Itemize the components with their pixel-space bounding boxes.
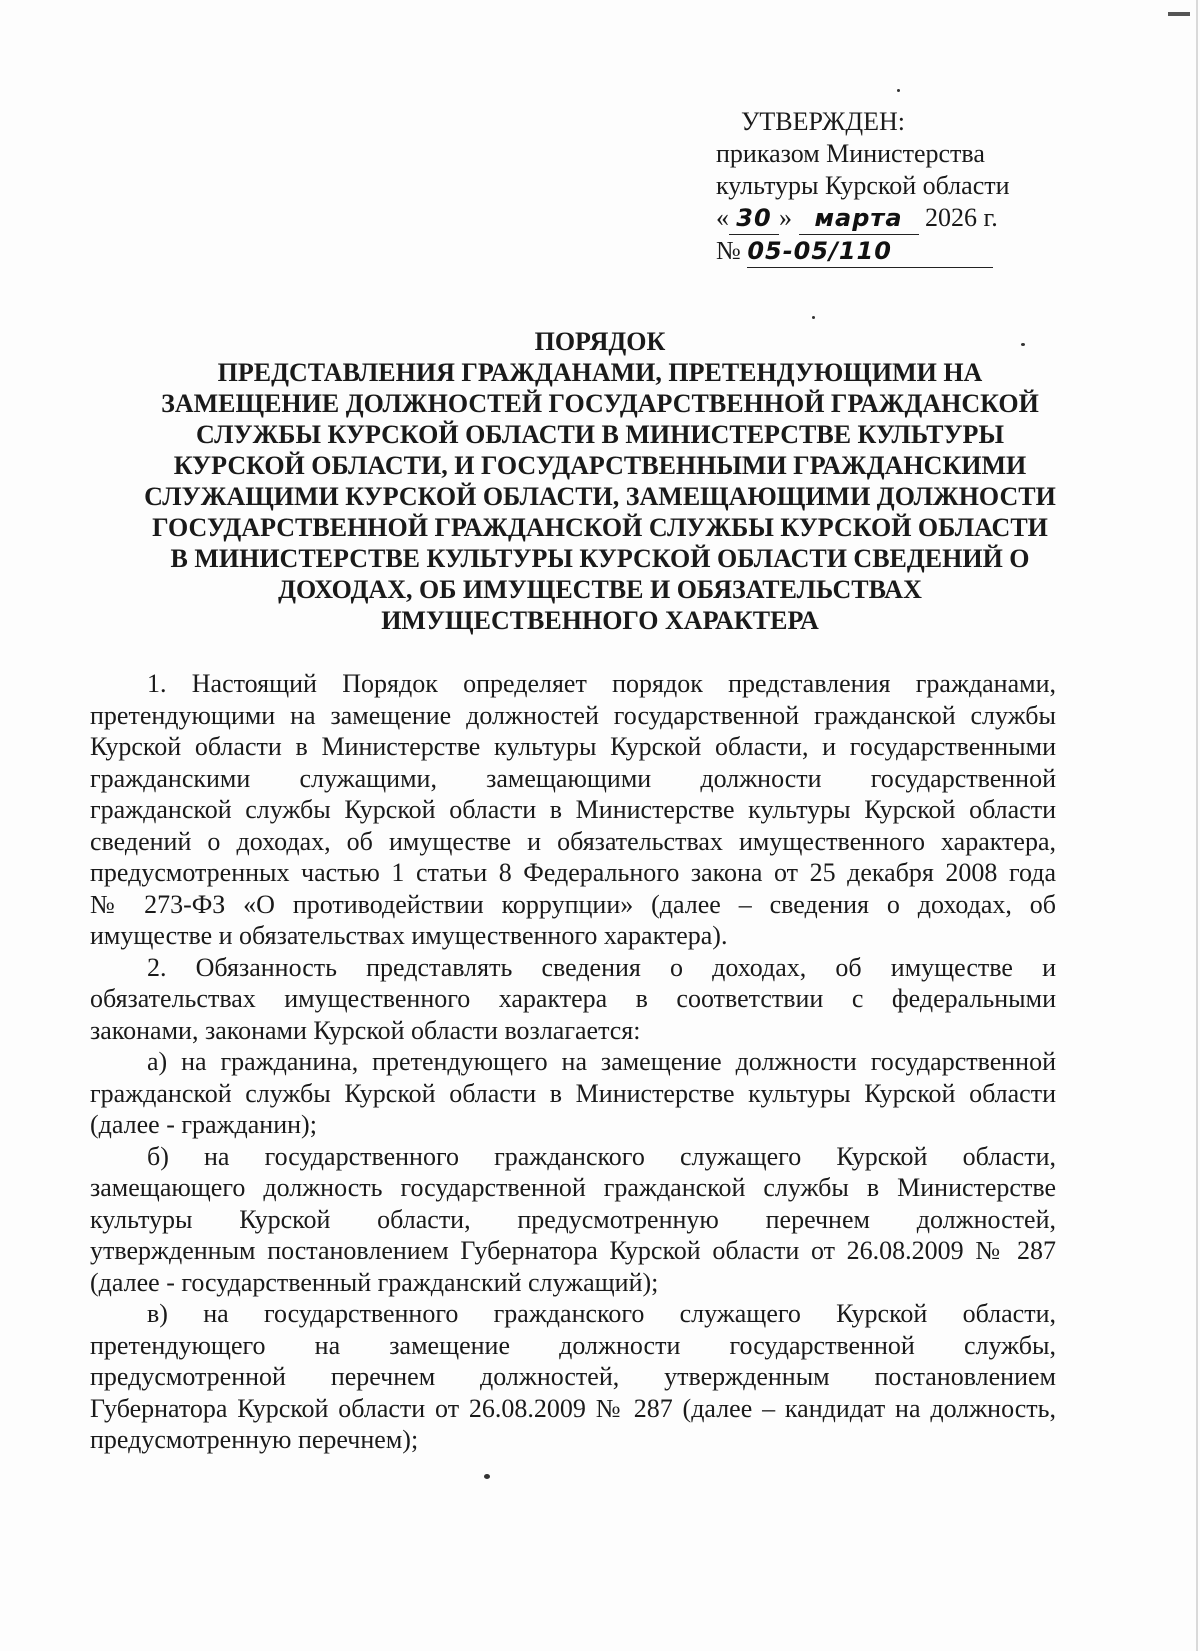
body-line: гражданской службы Курской области в Министерстве культуры Курской области (90, 1078, 1056, 1108)
title-line: В МИНИСТЕРСТВЕ КУЛЬТУРЫ КУРСКОЙ ОБЛАСТИ СВЕДЕНИЙ О (170, 544, 1030, 573)
body-line: гражданскими служащими, замещающими должности государственной (90, 763, 1056, 793)
title-line: СЛУЖАЩИМИ КУРСКОЙ ОБЛАСТИ, ЗАМЕЩАЮЩИМИ ДОЛЖНОСТИ (144, 482, 1056, 511)
title-line: СЛУЖБЫ КУРСКОЙ ОБЛАСТИ В МИНИСТЕРСТВЕ КУЛЬТУРЫ (196, 420, 1004, 449)
body-line: законами, законами Курской области возлагается: (90, 1015, 641, 1045)
paragraph-2a (90, 1046, 1056, 1141)
body-line: предусмотренных частью 1 статьи 8 Федерального закона от 25 декабря 2008 года (90, 858, 1056, 887)
scan-speck (897, 89, 900, 92)
title-line: ИМУЩЕСТВЕННОГО ХАРАКТЕРА (381, 606, 819, 635)
scan-edge-line (1196, 0, 1198, 1651)
approval-line-2: культуры Курской области (716, 171, 1010, 200)
approval-line-1: приказом Министерства (716, 139, 985, 168)
date-close-quote: » (779, 203, 792, 232)
body-line: 1. Настоящий Порядок определяет порядок представления гражданами, (147, 669, 1056, 698)
body-line: гражданской службы Курской области в Министерстве культуры Курской области (90, 795, 1056, 824)
scan-speck (812, 316, 815, 319)
body-line: Губернатора Курской области от 26.08.2009 № 287 (далее – кандидат на должность, (90, 1393, 1056, 1423)
body-line: сведений о доходах, об имуществе и обязательствах имущественного характера, (90, 826, 1056, 856)
body-line: (далее - государственный гражданский служащий); (90, 1267, 659, 1297)
body-line: б) на государственного гражданского служащего Курской области, (147, 1141, 1056, 1171)
body-line: имуществе и обязательствах имущественного характера). (90, 921, 728, 950)
body-line: 2. Обязанность представлять сведения о доходах, об имуществе и (147, 952, 1056, 982)
body-line: предусмотренной перечнем должностей, утвержденным постановлением (90, 1362, 1056, 1391)
approval-number (716, 235, 1046, 268)
scan-speck (484, 1474, 490, 1479)
body-line: Курской области в Министерстве культуры Курской области, и государственными (90, 732, 1056, 761)
approval-heading: УТВЕРЖДЕН: (741, 107, 905, 136)
document-title (100, 326, 1100, 636)
approval-date (716, 202, 1046, 235)
body-line: (далее - гражданин); (90, 1110, 317, 1139)
body-line: замещающего должность государственной гражданской службы в Министерстве (90, 1173, 1056, 1202)
paragraph-1 (90, 668, 1056, 952)
body-line: № 273-ФЗ «О противодействии коррупции» (далее – сведения о доходах, об (90, 889, 1056, 919)
body-line: обязательствах имущественного характера в соответствии с федеральными (90, 984, 1056, 1013)
body-line: предусмотренную перечнем); (90, 1425, 419, 1454)
title-line: ЗАМЕЩЕНИЕ ДОЛЖНОСТЕЙ ГОСУДАРСТВЕННОЙ ГРАЖДАНСКОЙ (161, 389, 1039, 418)
title-line: ДОХОДАХ, ОБ ИМУЩЕСТВЕ И ОБЯЗАТЕЛЬСТВАХ (278, 575, 922, 604)
date-month-handwritten: марта (799, 202, 919, 235)
scan-edge-mark (1168, 12, 1190, 16)
number-handwritten: 05-05/110 (747, 235, 993, 268)
title-line: ПОРЯДОК (534, 327, 666, 356)
approval-block (716, 106, 1046, 268)
date-year: 2026 г. (925, 203, 998, 232)
body-line: а) на гражданина, претендующего на замещение должности государственной (147, 1047, 1056, 1076)
title-line: ПРЕДСТАВЛЕНИЯ ГРАЖДАНАМИ, ПРЕТЕНДУЮЩИМИ НА (217, 358, 983, 387)
body-line: утвержденным постановлением Губернатора Курской области от 26.08.2009 № 287 (90, 1236, 1056, 1265)
number-prefix: № (716, 236, 741, 265)
date-day-handwritten: 30 (729, 202, 779, 235)
date-open-quote: « (716, 203, 729, 232)
title-line: КУРСКОЙ ОБЛАСТИ, И ГОСУДАРСТВЕННЫМИ ГРАЖДАНСКИМИ (173, 451, 1027, 480)
body-line: в) на государственного гражданского служащего Курской области, (147, 1299, 1056, 1328)
body-line: претендующими на замещение должностей государственной гражданской службы (90, 700, 1056, 730)
document-body (90, 668, 1056, 1456)
body-line: культуры Курской области, предусмотренную перечнем должностей, (90, 1204, 1056, 1234)
body-line: претендующего на замещение должности государственной службы, (90, 1330, 1056, 1360)
paragraph-2 (90, 952, 1056, 1047)
paragraph-2v (90, 1298, 1056, 1456)
paragraph-2b (90, 1141, 1056, 1299)
title-line: ГОСУДАРСТВЕННОЙ ГРАЖДАНСКОЙ СЛУЖБЫ КУРСКОЙ ОБЛАСТИ (152, 513, 1048, 542)
